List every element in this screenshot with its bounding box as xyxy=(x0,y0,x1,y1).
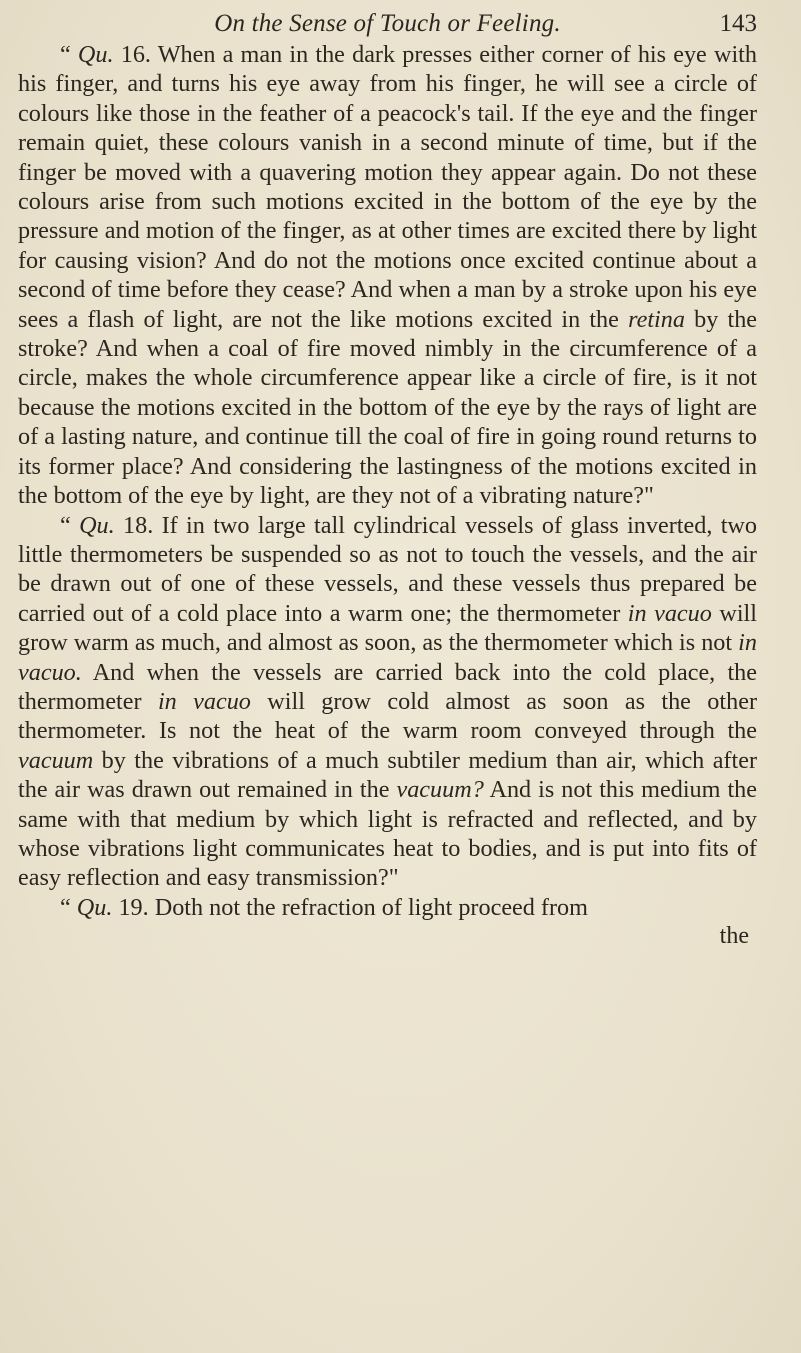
query-label: Qu. xyxy=(76,893,113,921)
running-title: On the Sense of Touch or Feeling. xyxy=(214,10,561,37)
query-number: 16. xyxy=(120,41,151,68)
paragraph-query-18: “ Qu. 18. If in two large tall cylindrical vessels of glass inverted, two little thermometers be suspended so as not to touch the vessels, and the air be drawn out of one of these vessels, and these vessels thus prepared be carried out of a cold place into a warm one; the thermometer in vacuo will grow warm as much, and almost as soon, as the thermometer which is not in vacuo. And when the vessels are carried back into the cold place, the thermometer in vacuo will grow cold almost as soon as the other thermometer. Is not the heat of the warm room conveyed through the vacuum by the vibrations of a much subtiler medium than air, which after the air was drawn out remained in the vacuum? And is not this medium the same with that medium by which light is refracted and reflected, and by whose vibrations light communicates heat to bodies, and is put into fits of easy reflection and easy transmission?" xyxy=(18,511,758,892)
paragraph-query-19: “ Qu. 19. Doth not the refraction of light proceed from xyxy=(60,893,588,921)
query-label: Qu. xyxy=(77,41,114,68)
catchword: the xyxy=(719,923,749,950)
page-number: 143 xyxy=(719,10,757,37)
page-header xyxy=(18,8,757,38)
query-number: 19. xyxy=(118,893,149,921)
body-text xyxy=(18,40,757,952)
paragraph-query-16: “ Qu. 16. When a man in the dark presses either corner of his eye with his finger, and turns his eye away from his finger, he will see a circle of colours like those in the feather of a peacock's tail. If the eye and the finger remain quiet, these colours vanish in a second minute of time, but if the finger be moved with a quavering motion they appear again. Do not these colours arise from such motions excited in the bottom of the eye by the pressure and motion of the finger, as at other times are excited there by light for causing vision? And do not the motions once excited continue about a second of time before they cease? And when a man by a stroke upon his eye sees a flash of light, are not the like motions excited in the retina by the stroke? And when a coal of fire moved nimbly in the circumference of a circle, makes the whole circumference appear like a circle of fire, is it not because the motions excited in the bottom of the eye by the rays of light are of a lasting nature, and continue till the coal of fire in going round returns to its former place? And considering the lastingness of the motions excited in the bottom of the eye by light, are they not of a vibrating nature?" xyxy=(18,41,758,510)
query-number: 18. xyxy=(123,511,154,539)
query-label: Qu. xyxy=(79,511,115,539)
